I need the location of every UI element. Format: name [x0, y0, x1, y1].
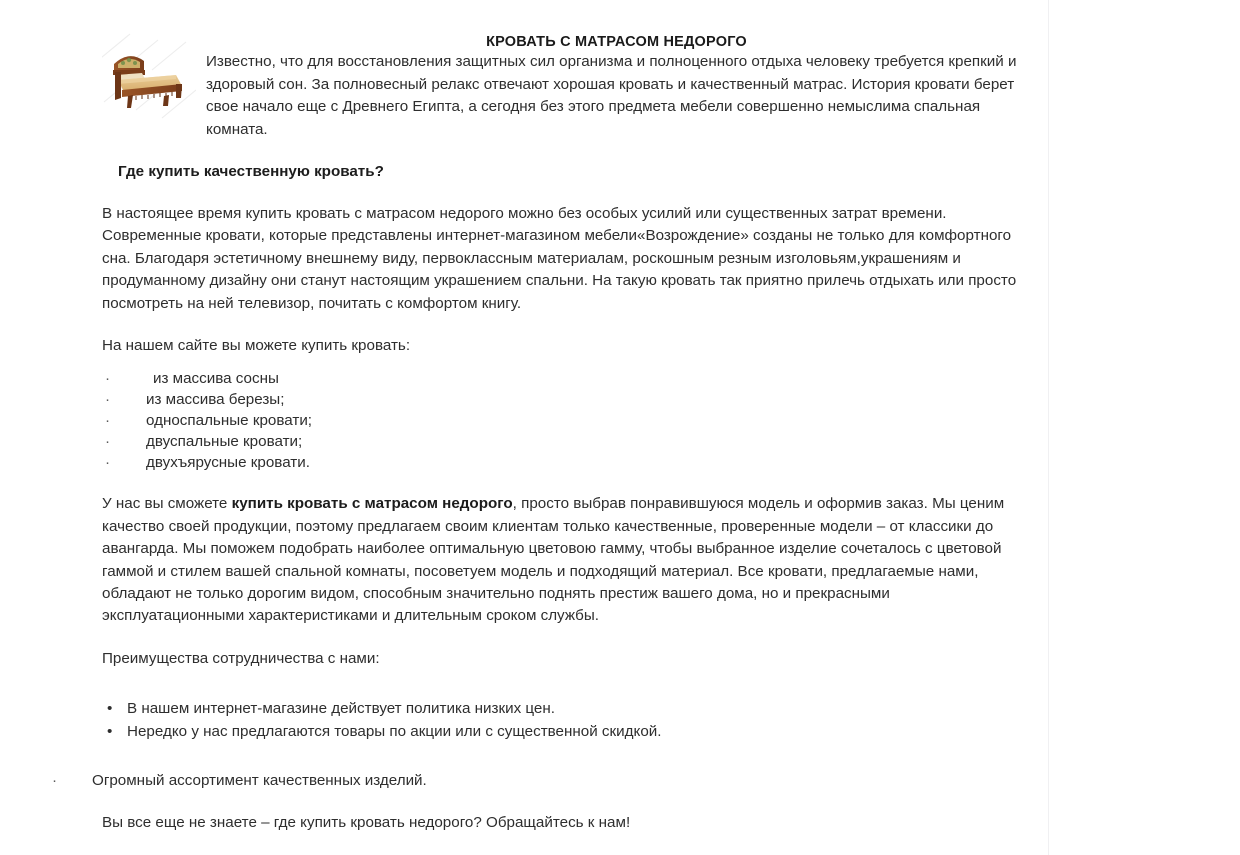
list-item [102, 389, 1027, 410]
closing-paragraph: Вы все еще не знаете – где купить кровать недорого? Обращайтесь к нам! [102, 814, 631, 832]
paragraph-order-emphasis: купить кровать с матрасом недорого [231, 495, 513, 513]
paragraph-order-suffix: , просто выбрав понравившуюся модель и оформив заказ. Мы ценим качество своей продукции, поэтому предлагаем своим клиентам только качественные, проверенные модели – от классики до авангарда. Мы поможем подобрать наиболее оптимальную цветовою гамму, чтобы выбранное изделие сочеталось с цветовой гаммой и стилем вашей спальной комнаты, посоветуем модель и подходящий материал. Все кровати, предлагаемые нами, обладают не только дорогим видом, способным значительно поднять престиж вашего дома, но и прекрасными эксплуатационными характеристиками и длительным сроком службы. [102, 495, 1005, 625]
list-item [102, 452, 1027, 473]
middle-dot-icon: · [105, 370, 111, 388]
spacer [102, 357, 1027, 368]
middle-dot-icon: · [105, 391, 111, 409]
list-item-label: Нередко у нас предлагаются товары по акции или с существенной скидкой. [127, 723, 662, 741]
spacer [102, 473, 1027, 493]
list-item-label: односпальные кровати; [146, 412, 313, 430]
advantages-list [102, 697, 1027, 743]
assortment-line-label: Огромный ассортимент качественных изделий. [92, 772, 427, 790]
page-divider-rule [1048, 0, 1049, 855]
document-content [52, 22, 1027, 835]
bullet-icon: • [107, 723, 113, 741]
product-image [102, 28, 196, 124]
page-title: КРОВАТЬ С МАТРАСОМ НЕДОРОГО [486, 34, 747, 50]
spacer [102, 315, 1027, 335]
spacer [102, 183, 1027, 203]
list-item-label: из массива сосны [153, 370, 279, 388]
middle-dot-icon: · [105, 454, 111, 472]
list-item-label: двухъярусные кровати. [146, 454, 310, 472]
intro-paragraph: Известно, что для восстановления защитных сил организма и полноценного отдыха человеку требуется крепкий и здоровый сон. За полновесный релакс отвечают хорошая кровать и качественный матрас. История кровати берет свое начало еще с Древнего Египта, а сегодня без этого предмета мебели совершенно немыслима спальная комната. [206, 53, 1017, 138]
paragraph-order [102, 493, 1027, 627]
middle-dot-icon: · [105, 433, 111, 451]
spacer [102, 670, 1027, 697]
list-item-label: В нашем интернет-магазине действует политика низких цен. [127, 700, 555, 718]
advantages-intro: Преимущества сотрудничества с нами: [102, 649, 380, 667]
list-item [102, 410, 1027, 431]
bullet-icon: • [107, 700, 113, 718]
list-item-label: двуспальные кровати; [146, 433, 303, 451]
middle-dot-icon: · [52, 772, 58, 790]
section-subheading: Где купить качественную кровать? [118, 163, 384, 181]
list-item [102, 697, 1027, 720]
paragraph-order-prefix: У нас вы сможете [102, 495, 232, 513]
paragraph-buy-cheap: В настоящее время купить кровать с матрасом недорого можно без особых усилий или существенных затрат времени. Современные кровати, которые представлены интернет-магазином мебели«Возрождение» созданы не только для комфортного сна. Благодаря эстетичному внешнему виду, первоклассным материалам, роскошным резным изголовьям,украшениям и продуманному дизайну они станут настоящим украшением спальни. На такую кровать так приятно прилечь отдыхать или просто посмотреть на ней телевизор, почитать с комфортом книгу. [102, 205, 1017, 312]
assortment-line [52, 770, 1027, 792]
middle-dot-icon: · [105, 412, 111, 430]
list-item [102, 431, 1027, 452]
bed-illustration [102, 28, 196, 124]
list-item [102, 720, 1027, 743]
list-item [102, 368, 1027, 389]
list-intro-text: На нашем сайте вы можете купить кровать: [102, 337, 411, 355]
spacer [102, 743, 1027, 770]
spacer [102, 792, 1027, 812]
spacer [102, 628, 1027, 648]
product-list [102, 368, 1027, 473]
spacer [102, 141, 1027, 161]
list-item-label: из массива березы; [146, 391, 285, 409]
